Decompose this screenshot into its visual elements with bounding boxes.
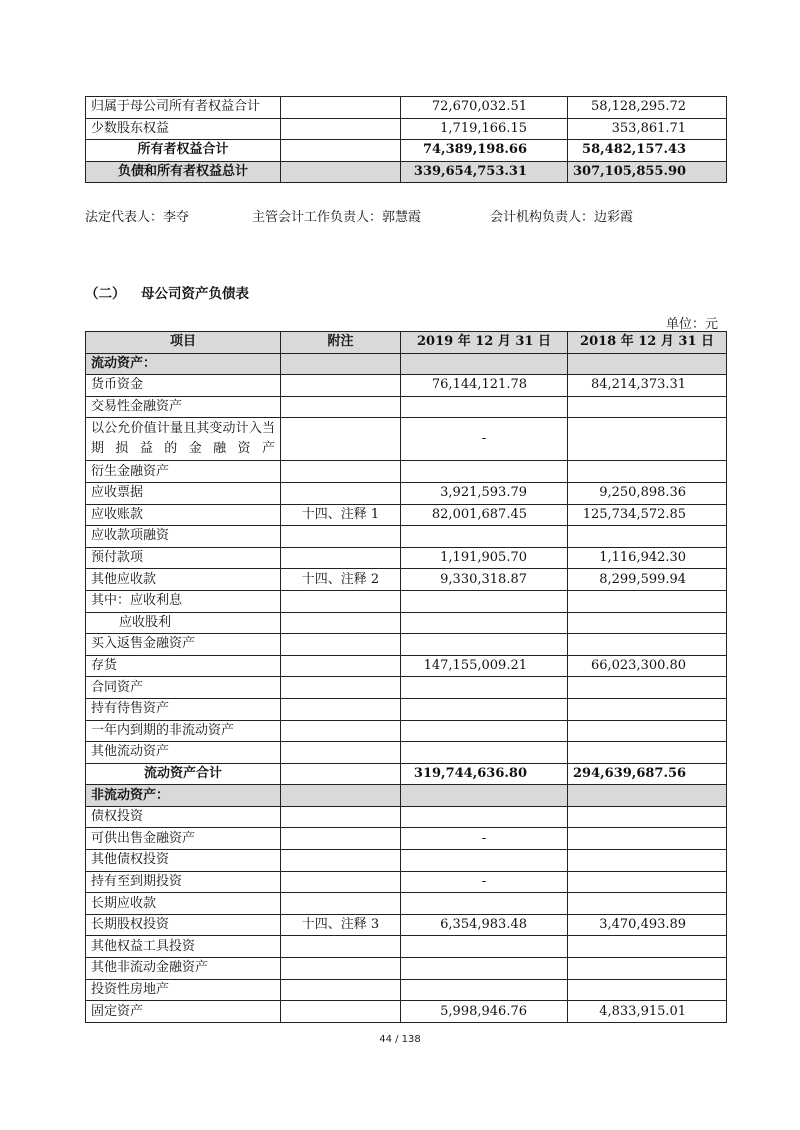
row-note — [281, 375, 401, 397]
value-2019: 76,144,121.78 — [401, 375, 568, 397]
row-note — [281, 677, 401, 699]
row-note — [281, 482, 401, 504]
value-2018 — [568, 461, 727, 483]
row-note — [281, 526, 401, 548]
value-2019: - — [401, 418, 568, 461]
row-note — [281, 936, 401, 958]
value-2019: 147,155,009.21 — [401, 655, 568, 677]
page-number: 44 / 138 — [379, 1034, 421, 1045]
value-2019 — [401, 850, 568, 872]
row-note: 十四、注释 2 — [281, 569, 401, 591]
value-2018 — [568, 828, 727, 850]
value-2018: 66,023,300.80 — [568, 655, 727, 677]
value-2019: 319,744,636.80 — [401, 763, 568, 785]
row-label: 固定资产 — [86, 1001, 281, 1023]
value-2019 — [401, 720, 568, 742]
row-label: 买入返售金融资产 — [86, 634, 281, 656]
row-label: 负债和所有者权益总计 — [86, 161, 281, 183]
value-2018 — [568, 634, 727, 656]
header-note: 附注 — [281, 332, 401, 354]
value-2018 — [568, 677, 727, 699]
value-2018: 9,250,898.36 — [568, 482, 727, 504]
row-label: 应收票据 — [86, 482, 281, 504]
value-2018 — [568, 720, 727, 742]
row-note — [281, 850, 401, 872]
value-2019: 1,191,905.70 — [401, 547, 568, 569]
table-row — [86, 850, 727, 872]
section-number: （二） — [85, 286, 126, 302]
table-row — [86, 936, 727, 958]
row-label: 预付款项 — [86, 547, 281, 569]
row-label: 合同资产 — [86, 677, 281, 699]
table-row — [86, 569, 727, 591]
table-row — [86, 806, 727, 828]
row-label: 衍生金融资产 — [86, 461, 281, 483]
table-row — [86, 375, 727, 397]
value-2019: 74,389,198.66 — [401, 140, 568, 162]
table-row — [86, 97, 727, 119]
value-2019: 82,001,687.45 — [401, 504, 568, 526]
row-note — [281, 979, 401, 1001]
row-note — [281, 742, 401, 764]
value-2018 — [568, 396, 727, 418]
row-note — [281, 871, 401, 893]
row-note — [281, 655, 401, 677]
table-row — [86, 914, 727, 936]
value-2019: 9,330,318.87 — [401, 569, 568, 591]
table-row — [86, 655, 727, 677]
value-2019 — [401, 936, 568, 958]
row-note — [281, 698, 401, 720]
row-label: 其他应收款 — [86, 569, 281, 591]
table-row — [86, 482, 727, 504]
value-2018 — [568, 936, 727, 958]
value-2019: - — [401, 828, 568, 850]
row-note — [281, 1001, 401, 1023]
value-2018 — [568, 742, 727, 764]
row-label: 投资性房地产 — [86, 979, 281, 1001]
row-label: 应收款项融资 — [86, 526, 281, 548]
row-note: 十四、注释 1 — [281, 504, 401, 526]
value-2018 — [568, 526, 727, 548]
row-label: 流动资产合计 — [86, 763, 281, 785]
value-2019 — [401, 806, 568, 828]
row-label: 其他流动资产 — [86, 742, 281, 764]
table-row — [86, 979, 727, 1001]
table-row — [86, 590, 727, 612]
value-2019 — [401, 893, 568, 915]
row-label: 归属于母公司所有者权益合计 — [86, 97, 281, 119]
value-2019: 1,719,166.15 — [401, 118, 568, 140]
row-label: 其中：应收利息 — [86, 590, 281, 612]
value-2019 — [401, 526, 568, 548]
row-note — [281, 418, 401, 461]
value-2018: 353,861.71 — [568, 118, 727, 140]
unit-label: 单位：元 — [665, 317, 718, 332]
value-2019 — [401, 353, 568, 375]
row-label: 货币资金 — [86, 375, 281, 397]
value-2019: 72,670,032.51 — [401, 97, 568, 119]
row-label: 流动资产： — [86, 353, 281, 375]
row-label: 应收股利 — [86, 612, 281, 634]
table-row — [86, 698, 727, 720]
row-label: 持有待售资产 — [86, 698, 281, 720]
value-2019 — [401, 958, 568, 980]
table-row — [86, 118, 727, 140]
row-note — [281, 118, 401, 140]
value-2018: 307,105,855.90 — [568, 161, 727, 183]
row-label: 其他权益工具投资 — [86, 936, 281, 958]
value-2018: 1,116,942.30 — [568, 547, 727, 569]
row-label: 可供出售金融资产 — [86, 828, 281, 850]
value-2018: 294,639,687.56 — [568, 763, 727, 785]
value-2019 — [401, 698, 568, 720]
value-2019 — [401, 677, 568, 699]
row-label: 长期应收款 — [86, 893, 281, 915]
table-row — [86, 418, 727, 461]
header-item: 项目 — [86, 332, 281, 354]
value-2018 — [568, 785, 727, 807]
row-note — [281, 806, 401, 828]
row-note — [281, 785, 401, 807]
table-row — [86, 140, 727, 162]
table-row — [86, 547, 727, 569]
row-note — [281, 97, 401, 119]
value-2018: 4,833,915.01 — [568, 1001, 727, 1023]
row-note — [281, 590, 401, 612]
balance-sheet-table — [85, 331, 727, 1023]
row-note — [281, 828, 401, 850]
table-row — [86, 526, 727, 548]
table-header-row — [86, 332, 727, 354]
value-2018 — [568, 418, 727, 461]
table-row — [86, 871, 727, 893]
header-2019: 2019 年 12 月 31 日 — [401, 332, 568, 354]
value-2018 — [568, 871, 727, 893]
table-row — [86, 677, 727, 699]
table-row — [86, 742, 727, 764]
row-note — [281, 161, 401, 183]
table-row — [86, 720, 727, 742]
row-note — [281, 612, 401, 634]
value-2019: - — [401, 871, 568, 893]
equity-summary-table — [85, 96, 727, 183]
value-2018: 3,470,493.89 — [568, 914, 727, 936]
value-2019 — [401, 785, 568, 807]
row-note — [281, 720, 401, 742]
table-row — [86, 461, 727, 483]
value-2019 — [401, 634, 568, 656]
row-label: 以公允价值计量且其变动计入当期损益的金融资产 — [86, 418, 281, 461]
row-label: 一年内到期的非流动资产 — [86, 720, 281, 742]
legal-representative: 法定代表人：李夺 — [85, 210, 190, 225]
row-note — [281, 763, 401, 785]
value-2018 — [568, 353, 727, 375]
row-note — [281, 634, 401, 656]
row-label: 债权投资 — [86, 806, 281, 828]
value-2019 — [401, 590, 568, 612]
value-2018: 125,734,572.85 — [568, 504, 727, 526]
value-2019: 6,354,983.48 — [401, 914, 568, 936]
table-row — [86, 504, 727, 526]
row-note — [281, 893, 401, 915]
row-label: 非流动资产： — [86, 785, 281, 807]
value-2019 — [401, 396, 568, 418]
row-note — [281, 396, 401, 418]
section-title — [85, 282, 249, 302]
value-2018 — [568, 850, 727, 872]
table-row — [86, 161, 727, 183]
row-label: 长期股权投资 — [86, 914, 281, 936]
accounting-dept-head: 会计机构负责人：边彩霞 — [490, 210, 634, 225]
row-note — [281, 958, 401, 980]
row-note — [281, 461, 401, 483]
value-2018 — [568, 893, 727, 915]
row-note — [281, 353, 401, 375]
table-row — [86, 634, 727, 656]
value-2018 — [568, 698, 727, 720]
row-label: 应收账款 — [86, 504, 281, 526]
value-2019 — [401, 461, 568, 483]
value-2019 — [401, 979, 568, 1001]
row-label: 其他非流动金融资产 — [86, 958, 281, 980]
row-label: 存货 — [86, 655, 281, 677]
value-2018: 8,299,599.94 — [568, 569, 727, 591]
table-row — [86, 893, 727, 915]
value-2019 — [401, 742, 568, 764]
table-row — [86, 612, 727, 634]
row-label: 少数股东权益 — [86, 118, 281, 140]
value-2018: 58,482,157.43 — [568, 140, 727, 162]
row-label: 持有至到期投资 — [86, 871, 281, 893]
value-2019 — [401, 612, 568, 634]
value-2018 — [568, 590, 727, 612]
table-row — [86, 396, 727, 418]
value-2018 — [568, 806, 727, 828]
row-label: 所有者权益合计 — [86, 140, 281, 162]
value-2018 — [568, 958, 727, 980]
value-2018: 84,214,373.31 — [568, 375, 727, 397]
header-2018: 2018 年 12 月 31 日 — [568, 332, 727, 354]
row-note: 十四、注释 3 — [281, 914, 401, 936]
table-row — [86, 353, 727, 375]
table-row — [86, 763, 727, 785]
value-2018 — [568, 979, 727, 1001]
value-2019: 5,998,946.76 — [401, 1001, 568, 1023]
accounting-head: 主管会计工作负责人：郭慧霞 — [252, 210, 422, 225]
row-note — [281, 547, 401, 569]
table-row — [86, 1001, 727, 1023]
row-label: 交易性金融资产 — [86, 396, 281, 418]
value-2018: 58,128,295.72 — [568, 97, 727, 119]
row-label: 其他债权投资 — [86, 850, 281, 872]
value-2019: 3,921,593.79 — [401, 482, 568, 504]
value-2018 — [568, 612, 727, 634]
value-2019: 339,654,753.31 — [401, 161, 568, 183]
table-row — [86, 958, 727, 980]
table-row — [86, 828, 727, 850]
section-name: 母公司资产负债表 — [141, 286, 249, 302]
row-note — [281, 140, 401, 162]
table-row — [86, 785, 727, 807]
